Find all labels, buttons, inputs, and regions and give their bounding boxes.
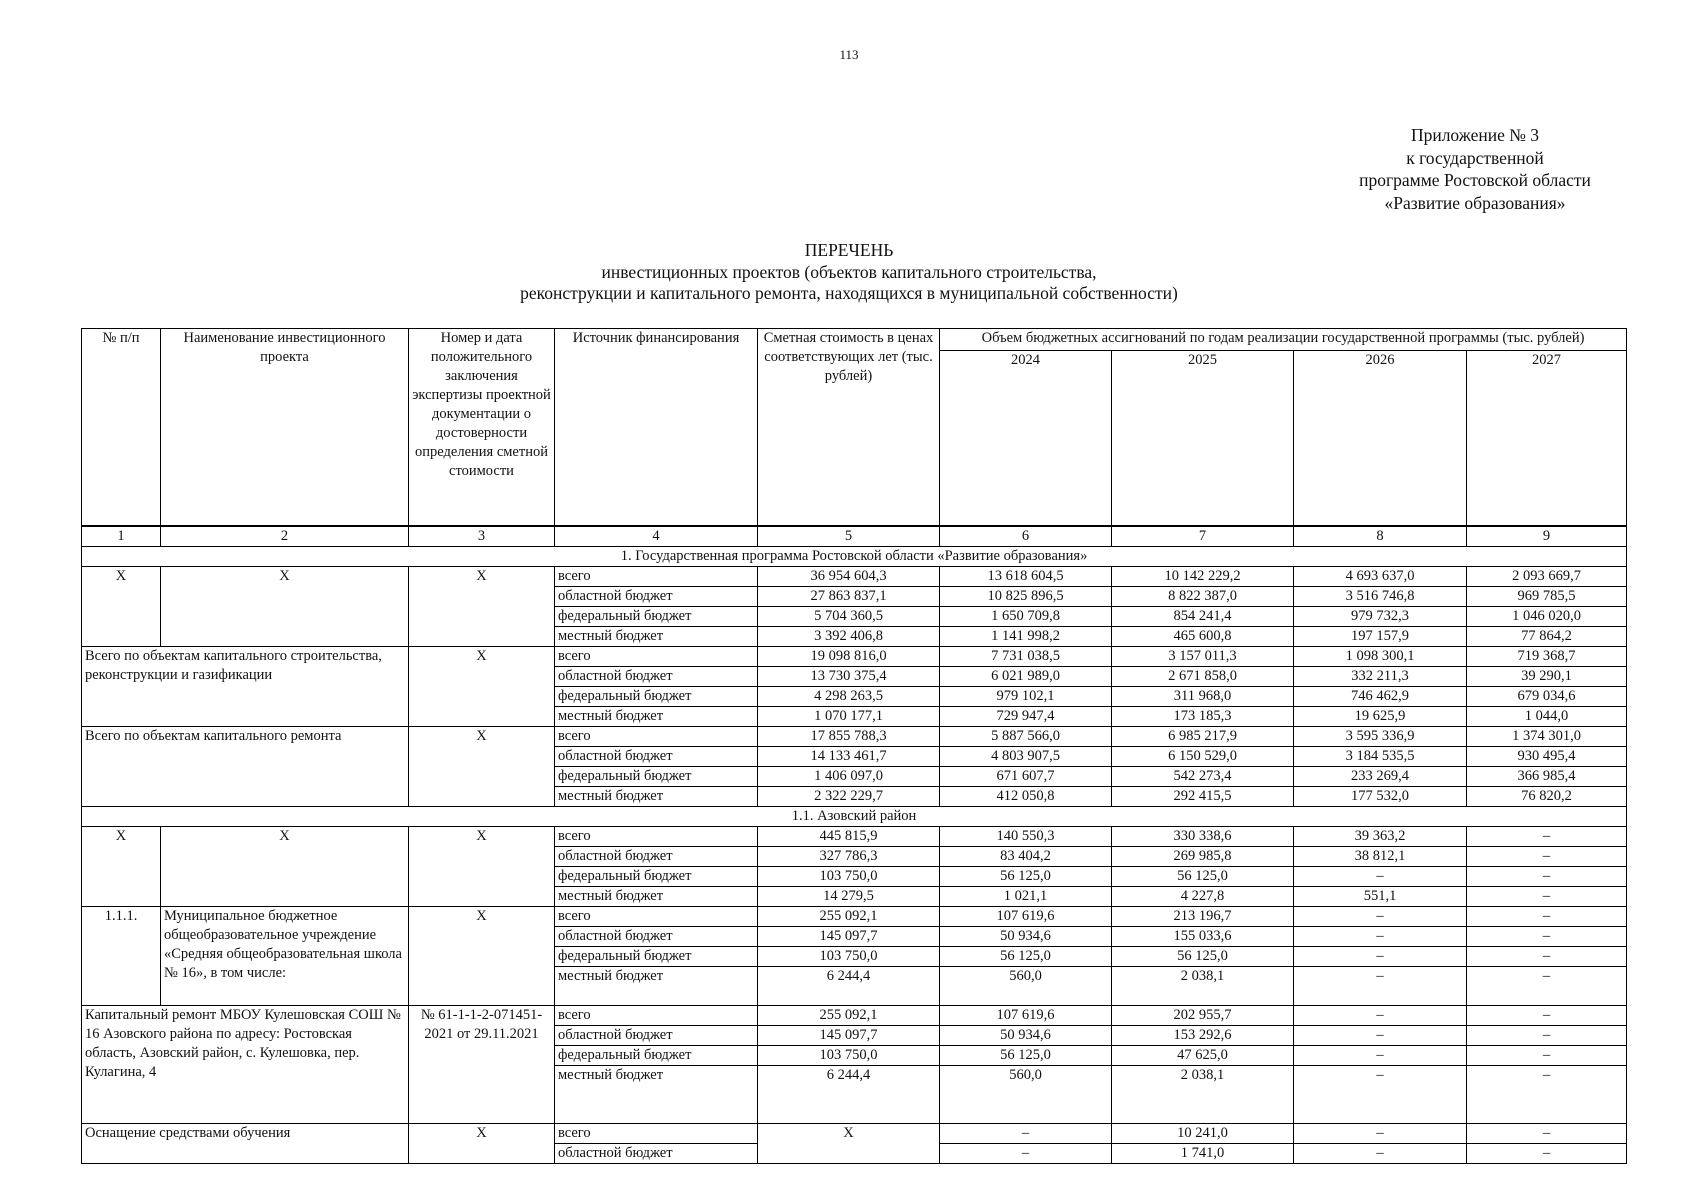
header-year: 2027 xyxy=(1467,351,1627,526)
year-value: 8 822 387,0 xyxy=(1112,587,1294,607)
funding-source: областной бюджет xyxy=(555,667,758,687)
year-value: 233 269,4 xyxy=(1294,767,1467,787)
estimated-cost: 27 863 837,1 xyxy=(758,587,940,607)
table-row xyxy=(82,1124,1627,1144)
year-value: 107 619,6 xyxy=(940,907,1112,927)
estimated-cost: 255 092,1 xyxy=(758,1006,940,1026)
year-value: – xyxy=(1467,867,1627,887)
appendix-line: «Развитие образования» xyxy=(1384,192,1566,213)
year-value: 5 887 566,0 xyxy=(940,727,1112,747)
year-value: – xyxy=(1467,1124,1627,1144)
year-value: 13 618 604,5 xyxy=(940,567,1112,587)
year-value: 979 102,1 xyxy=(940,687,1112,707)
funding-source: федеральный бюджет xyxy=(555,1046,758,1066)
year-value: 4 803 907,5 xyxy=(940,747,1112,767)
funding-source: федеральный бюджет xyxy=(555,947,758,967)
year-value: – xyxy=(1294,927,1467,947)
year-value: 56 125,0 xyxy=(940,1046,1112,1066)
year-value: 330 338,6 xyxy=(1112,827,1294,847)
funding-source: местный бюджет xyxy=(555,627,758,647)
title-line: реконструкции и капитального ремонта, находящихся в муниципальной собственности) xyxy=(520,283,1178,303)
year-value: – xyxy=(1467,927,1627,947)
year-value: – xyxy=(1467,847,1627,867)
year-value: 542 273,4 xyxy=(1112,767,1294,787)
col-number: 3 xyxy=(409,526,555,547)
funding-source: федеральный бюджет xyxy=(555,607,758,627)
col-number: 5 xyxy=(758,526,940,547)
row-number: 1.1.1. xyxy=(82,907,161,1006)
year-value: 56 125,0 xyxy=(1112,947,1294,967)
estimated-cost: 445 815,9 xyxy=(758,827,940,847)
funding-source: местный бюджет xyxy=(555,887,758,907)
year-value: 2 093 669,7 xyxy=(1467,567,1627,587)
year-value: 47 625,0 xyxy=(1112,1046,1294,1066)
estimated-cost: 1 070 177,1 xyxy=(758,707,940,727)
header-cost: Сметная стоимость в ценах соответствующих лет (тыс. рублей) xyxy=(758,329,940,527)
funding-source: всего xyxy=(555,1006,758,1026)
appendix-line: Приложение № 3 xyxy=(1410,125,1540,145)
year-value: – xyxy=(1294,1144,1467,1164)
year-value: 4 693 637,0 xyxy=(1294,567,1467,587)
year-value: 671 607,7 xyxy=(940,767,1112,787)
year-value: 39 363,2 xyxy=(1294,827,1467,847)
year-value: 3 516 746,8 xyxy=(1294,587,1467,607)
page-number: 113 xyxy=(839,47,859,62)
year-value: – xyxy=(1467,1046,1627,1066)
col-number: 6 xyxy=(940,526,1112,547)
estimated-cost: 36 954 604,3 xyxy=(758,567,940,587)
expertise-conclusion: X xyxy=(409,907,555,1006)
year-value: 50 934,6 xyxy=(940,1026,1112,1046)
year-value: 153 292,6 xyxy=(1112,1026,1294,1046)
year-value: 3 595 336,9 xyxy=(1294,727,1467,747)
col-number: 9 xyxy=(1467,526,1627,547)
table-row xyxy=(82,827,1627,847)
year-value: 269 985,8 xyxy=(1112,847,1294,867)
year-value: 10 825 896,5 xyxy=(940,587,1112,607)
document-title xyxy=(0,240,1698,305)
year-value: 6 150 529,0 xyxy=(1112,747,1294,767)
year-value: 366 985,4 xyxy=(1467,767,1627,787)
estimated-cost: 103 750,0 xyxy=(758,1046,940,1066)
estimated-cost: 13 730 375,4 xyxy=(758,667,940,687)
table-row xyxy=(82,647,1627,667)
year-value: – xyxy=(1294,967,1467,1006)
header-name: Наименование инвестиционного проекта xyxy=(161,329,409,527)
year-value: 854 241,4 xyxy=(1112,607,1294,627)
year-value: – xyxy=(1467,1026,1627,1046)
year-value: 50 934,6 xyxy=(940,927,1112,947)
year-value: 155 033,6 xyxy=(1112,927,1294,947)
project-name: Оснащение средствами обучения xyxy=(82,1124,409,1164)
section-title: 1. Государственная программа Ростовской области «Развитие образования» xyxy=(82,547,1627,567)
year-value: – xyxy=(1467,1144,1627,1164)
year-value: 292 415,5 xyxy=(1112,787,1294,807)
year-value: 551,1 xyxy=(1294,887,1467,907)
header-source: Источник финансирования xyxy=(555,329,758,527)
year-value: – xyxy=(1467,827,1627,847)
project-name: Всего по объектам капитального ремонта xyxy=(82,727,409,807)
year-value: 202 955,7 xyxy=(1112,1006,1294,1026)
funding-source: всего xyxy=(555,907,758,927)
header-year: 2026 xyxy=(1294,351,1467,526)
expertise-conclusion: X xyxy=(409,727,555,807)
year-value: 19 625,9 xyxy=(1294,707,1467,727)
year-value: 38 812,1 xyxy=(1294,847,1467,867)
year-value: – xyxy=(1294,1066,1467,1124)
col-number: 8 xyxy=(1294,526,1467,547)
estimated-cost: 145 097,7 xyxy=(758,1026,940,1046)
funding-source: федеральный бюджет xyxy=(555,687,758,707)
funding-source: федеральный бюджет xyxy=(555,867,758,887)
year-value: 3 157 011,3 xyxy=(1112,647,1294,667)
funding-source: местный бюджет xyxy=(555,967,758,1006)
year-value: – xyxy=(1294,907,1467,927)
year-value: – xyxy=(1294,867,1467,887)
funding-source: областной бюджет xyxy=(555,1026,758,1046)
section-row xyxy=(82,547,1627,567)
estimated-cost: 5 704 360,5 xyxy=(758,607,940,627)
funding-source: всего xyxy=(555,1124,758,1144)
section-title: 1.1. Азовский район xyxy=(82,807,1627,827)
year-value: 1 021,1 xyxy=(940,887,1112,907)
header-num: № п/п xyxy=(82,329,161,527)
table-row xyxy=(82,727,1627,747)
year-value: 6 985 217,9 xyxy=(1112,727,1294,747)
year-value: 4 227,8 xyxy=(1112,887,1294,907)
year-value: 77 864,2 xyxy=(1467,627,1627,647)
estimated-cost: 4 298 263,5 xyxy=(758,687,940,707)
year-value: 729 947,4 xyxy=(940,707,1112,727)
funding-source: местный бюджет xyxy=(555,707,758,727)
appendix-line: программе Ростовской области xyxy=(1359,170,1591,190)
funding-source: областной бюджет xyxy=(555,747,758,767)
year-value: – xyxy=(1467,887,1627,907)
year-value: 1 046 020,0 xyxy=(1467,607,1627,627)
year-value: 679 034,6 xyxy=(1467,687,1627,707)
estimated-cost: 6 244,4 xyxy=(758,967,940,1006)
funding-source: местный бюджет xyxy=(555,787,758,807)
year-value: 7 731 038,5 xyxy=(940,647,1112,667)
title-line: ПЕРЕЧЕНЬ xyxy=(804,240,894,260)
year-value: 412 050,8 xyxy=(940,787,1112,807)
year-value: – xyxy=(1467,907,1627,927)
expertise-conclusion: X xyxy=(409,827,555,907)
year-value: – xyxy=(1467,1006,1627,1026)
year-value: 1 141 998,2 xyxy=(940,627,1112,647)
year-value: – xyxy=(1467,1066,1627,1124)
year-value: 107 619,6 xyxy=(940,1006,1112,1026)
year-value: – xyxy=(1294,1046,1467,1066)
table-row xyxy=(82,907,1627,927)
project-name: X xyxy=(161,567,409,647)
year-value: – xyxy=(1294,1026,1467,1046)
project-name: Капитальный ремонт МБОУ Кулешовская СОШ № 16 Азовского района по адресу: Ростовская область, Азовский район, с. Кулешовка, пер. Кулагина, 4 xyxy=(82,1006,409,1124)
estimated-cost: 17 855 788,3 xyxy=(758,727,940,747)
funding-source: всего xyxy=(555,567,758,587)
year-value: 2 671 858,0 xyxy=(1112,667,1294,687)
expertise-conclusion: X xyxy=(409,567,555,647)
estimated-cost: 327 786,3 xyxy=(758,847,940,867)
year-value: 311 968,0 xyxy=(1112,687,1294,707)
year-value: 332 211,3 xyxy=(1294,667,1467,687)
year-value: 6 021 989,0 xyxy=(940,667,1112,687)
year-value: 173 185,3 xyxy=(1112,707,1294,727)
year-value: 39 290,1 xyxy=(1467,667,1627,687)
header-expertise: Номер и дата положительного заключения экспертизы проектной документации о достоверности определения сметной стоимости xyxy=(409,329,555,527)
col-number: 1 xyxy=(82,526,161,547)
estimated-cost: 103 750,0 xyxy=(758,867,940,887)
year-value: 465 600,8 xyxy=(1112,627,1294,647)
year-value: – xyxy=(1294,1124,1467,1144)
row-number: X xyxy=(82,567,161,647)
project-name: X xyxy=(161,827,409,907)
investment-projects-table xyxy=(81,328,1627,1164)
year-value: 76 820,2 xyxy=(1467,787,1627,807)
funding-source: областной бюджет xyxy=(555,1144,758,1164)
year-value: 2 038,1 xyxy=(1112,967,1294,1006)
funding-source: областной бюджет xyxy=(555,847,758,867)
funding-source: областной бюджет xyxy=(555,927,758,947)
year-value: 930 495,4 xyxy=(1467,747,1627,767)
expertise-conclusion: № 61-1-1-2-071451-2021 от 29.11.2021 xyxy=(409,1006,555,1124)
col-number: 4 xyxy=(555,526,758,547)
title-line: инвестиционных проектов (объектов капитального строительства, xyxy=(601,261,1097,282)
year-value: 197 157,9 xyxy=(1294,627,1467,647)
funding-source: всего xyxy=(555,727,758,747)
col-number: 7 xyxy=(1112,526,1294,547)
estimated-cost: 14 133 461,7 xyxy=(758,747,940,767)
year-value: 719 368,7 xyxy=(1467,647,1627,667)
estimated-cost: 145 097,7 xyxy=(758,927,940,947)
table-row xyxy=(82,567,1627,587)
funding-source: областной бюджет xyxy=(555,587,758,607)
estimated-cost: 103 750,0 xyxy=(758,947,940,967)
year-value: 140 550,3 xyxy=(940,827,1112,847)
estimated-cost: 6 244,4 xyxy=(758,1066,940,1124)
year-value: – xyxy=(1294,1006,1467,1026)
year-value: 56 125,0 xyxy=(940,947,1112,967)
funding-source: федеральный бюджет xyxy=(555,767,758,787)
project-name: Всего по объектам капитального строительства, реконструкции и газификации xyxy=(82,647,409,727)
estimated-cost: 19 098 816,0 xyxy=(758,647,940,667)
year-value: – xyxy=(1467,947,1627,967)
year-value: 1 098 300,1 xyxy=(1294,647,1467,667)
project-name: Муниципальное бюджетное общеобразовательное учреждение «Средняя общеобразовательная школа № 16», в том числе: xyxy=(161,907,409,1006)
funding-source: всего xyxy=(555,647,758,667)
estimated-cost: 3 392 406,8 xyxy=(758,627,940,647)
year-value: – xyxy=(1467,967,1627,1006)
year-value: 746 462,9 xyxy=(1294,687,1467,707)
header-year: 2025 xyxy=(1112,351,1294,526)
year-value: 177 532,0 xyxy=(1294,787,1467,807)
estimated-cost: X xyxy=(758,1124,940,1164)
year-value: 213 196,7 xyxy=(1112,907,1294,927)
year-value: 969 785,5 xyxy=(1467,587,1627,607)
year-value: 10 241,0 xyxy=(1112,1124,1294,1144)
expertise-conclusion: X xyxy=(409,1124,555,1164)
year-value: 10 142 229,2 xyxy=(1112,567,1294,587)
year-value: 83 404,2 xyxy=(940,847,1112,867)
funding-source: всего xyxy=(555,827,758,847)
year-value: 560,0 xyxy=(940,967,1112,1006)
year-value: 3 184 535,5 xyxy=(1294,747,1467,767)
expertise-conclusion: X xyxy=(409,647,555,727)
appendix-caption xyxy=(1290,124,1660,214)
estimated-cost: 14 279,5 xyxy=(758,887,940,907)
header-volume: Объем бюджетных ассигнований по годам реализации государственной программы (тыс. рублей) xyxy=(940,329,1627,351)
header-year: 2024 xyxy=(940,351,1112,526)
funding-source: местный бюджет xyxy=(555,1066,758,1124)
year-value: 979 732,3 xyxy=(1294,607,1467,627)
appendix-line: к государственной xyxy=(1406,147,1544,168)
estimated-cost: 1 406 097,0 xyxy=(758,767,940,787)
table-row xyxy=(82,1006,1627,1026)
estimated-cost: 2 322 229,7 xyxy=(758,787,940,807)
col-number: 2 xyxy=(161,526,409,547)
section-row xyxy=(82,807,1627,827)
year-value: 1 044,0 xyxy=(1467,707,1627,727)
row-number: X xyxy=(82,827,161,907)
year-value: – xyxy=(1294,947,1467,967)
year-value: 1 374 301,0 xyxy=(1467,727,1627,747)
estimated-cost: 255 092,1 xyxy=(758,907,940,927)
year-value: 1 650 709,8 xyxy=(940,607,1112,627)
year-value: 56 125,0 xyxy=(940,867,1112,887)
year-value: 2 038,1 xyxy=(1112,1066,1294,1124)
year-value: 1 741,0 xyxy=(1112,1144,1294,1164)
year-value: 56 125,0 xyxy=(1112,867,1294,887)
year-value: – xyxy=(940,1144,1112,1164)
year-value: – xyxy=(940,1124,1112,1144)
year-value: 560,0 xyxy=(940,1066,1112,1124)
